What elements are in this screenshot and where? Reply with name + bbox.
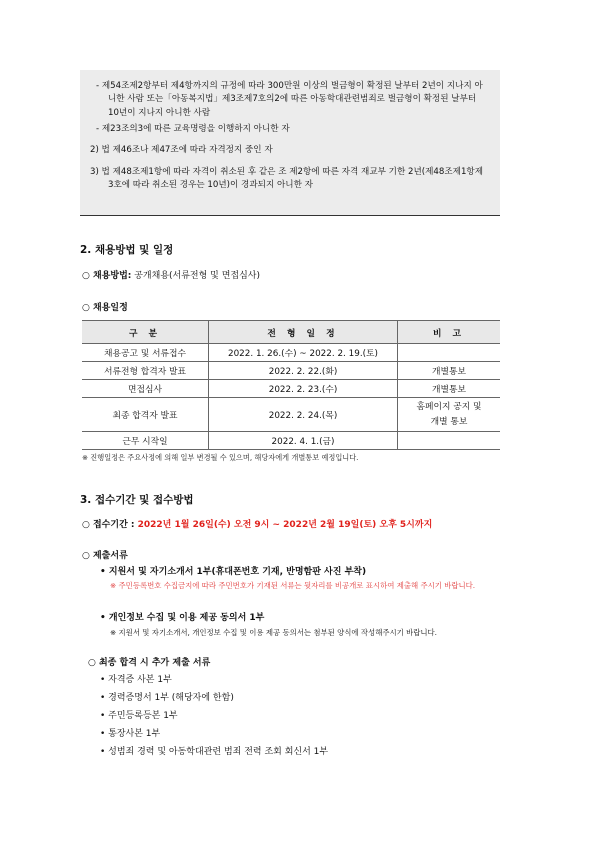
table-cell: 개별통보 <box>398 380 501 398</box>
disqualification-line-2: - 제23조의3에 따른 교육명령을 이행하지 아니한 자 <box>96 123 290 134</box>
table-cell: 2022. 2. 24.(목) <box>209 398 398 432</box>
final-documents-label: ○ 최종 합격 시 추가 제출 서류 <box>88 658 211 668</box>
list-item: • 경력증명서 1부 (해당자에 한함) <box>100 693 234 703</box>
disqualification-item-3: 3) 법 제48조제1항에 따라 자격이 취소된 후 같은 조 제2항에 따른 자격 재교부 기한 2년(제48조제1항제3호에 따라 취소된 경우는 10년)이 경과되지 아니한 자 <box>90 166 484 190</box>
table-header: 구 분 <box>82 321 209 344</box>
table-row <box>82 344 500 362</box>
table-cell: 홈페이지 공지 및 개별 통보 <box>398 398 501 432</box>
list-item: • 자격증 사본 1부 <box>100 675 172 685</box>
table-cell: 2022. 1. 26.(수) ~ 2022. 2. 19.(토) <box>209 344 398 362</box>
documents-label: ○ 제출서류 <box>82 551 128 561</box>
schedule-note: ※ 진행일정은 주요사정에 의해 일부 변경될 수 있으며, 해당자에게 개별통보 예정입니다. <box>82 453 359 462</box>
qualification-box <box>80 70 500 216</box>
section-3-title: 3. 접수기간 및 접수방법 <box>80 494 194 506</box>
table-cell: 면접심사 <box>82 380 209 398</box>
table-row <box>82 432 500 450</box>
list-item: • 주민등록등본 1부 <box>100 711 178 721</box>
application-period-label: ○ 접수기간 : <box>82 520 135 530</box>
hiring-method <box>82 268 260 281</box>
schedule-label: ○ 채용일정 <box>82 303 128 313</box>
hiring-method-value: 공개채용(서류전형 및 면접심사) <box>131 271 261 281</box>
table-row <box>82 398 500 432</box>
document-item-application: • 지원서 및 자기소개서 1부(휴대폰번호 기재, 반명함판 사진 부착) <box>100 567 367 577</box>
table-header: 전 형 일 정 <box>209 321 398 344</box>
application-period-value: 2022년 1월 26일(수) 오전 9시 ~ 2022년 2월 19일(토) 오후 5시까지 <box>134 520 433 530</box>
table-row <box>82 362 500 380</box>
document-note-id-number: ※ 주민등록번호 수집금지에 따라 주민번호가 기재된 서류는 뒷자리를 비공개로 표시하여 제출해 주시기 바랍니다. <box>110 581 476 590</box>
table-row <box>82 380 500 398</box>
table-cell: 2022. 4. 1.(금) <box>209 432 398 450</box>
disqualification-item-2: 2) 법 제46조나 제47조에 따라 자격정지 중인 자 <box>90 145 273 156</box>
document-item-privacy-consent: • 개인정보 수집 및 이용 제공 동의서 1부 <box>100 613 265 623</box>
list-item: • 통장사본 1부 <box>100 729 161 739</box>
hiring-method-label: ○ 채용방법: <box>82 271 132 281</box>
table-cell: 채용공고 및 서류접수 <box>82 344 209 362</box>
table-header-row <box>82 321 500 344</box>
table-header: 비 고 <box>398 321 501 344</box>
section-2-title: 2. 채용방법 및 일정 <box>80 244 174 256</box>
document-note-forms: ※ 지원서 및 자기소개서, 개인정보 수집 및 이용 제공 동의서는 첨부된 양식에 작성해주시기 바랍니다. <box>110 628 438 637</box>
schedule-table <box>82 320 500 450</box>
table-cell: 근무 시작일 <box>82 432 209 450</box>
table-cell <box>398 432 501 450</box>
table-cell <box>398 344 501 362</box>
table-cell: 개별통보 <box>398 362 501 380</box>
table-cell: 2022. 2. 22.(화) <box>209 362 398 380</box>
disqualification-line-1: - 제54조제2항부터 제4항까지의 규정에 따라 300만원 이상의 벌금형이 확정된 날부터 2년이 지나지 아니한 사람 또는「아동복지법」제3조제7호의2에 따른 아동학대관련범죄로 벌금형이 확정된 날부터 10년이 지나지 아니한 사람 <box>96 81 483 118</box>
table-cell: 최종 합격자 발표 <box>82 398 209 432</box>
table-cell: 2022. 2. 23.(수) <box>209 380 398 398</box>
list-item: • 성범죄 경력 및 아동학대관련 범죄 전력 조회 회신서 1부 <box>100 747 329 757</box>
table-cell: 서류전형 합격자 발표 <box>82 362 209 380</box>
application-period <box>82 517 432 530</box>
